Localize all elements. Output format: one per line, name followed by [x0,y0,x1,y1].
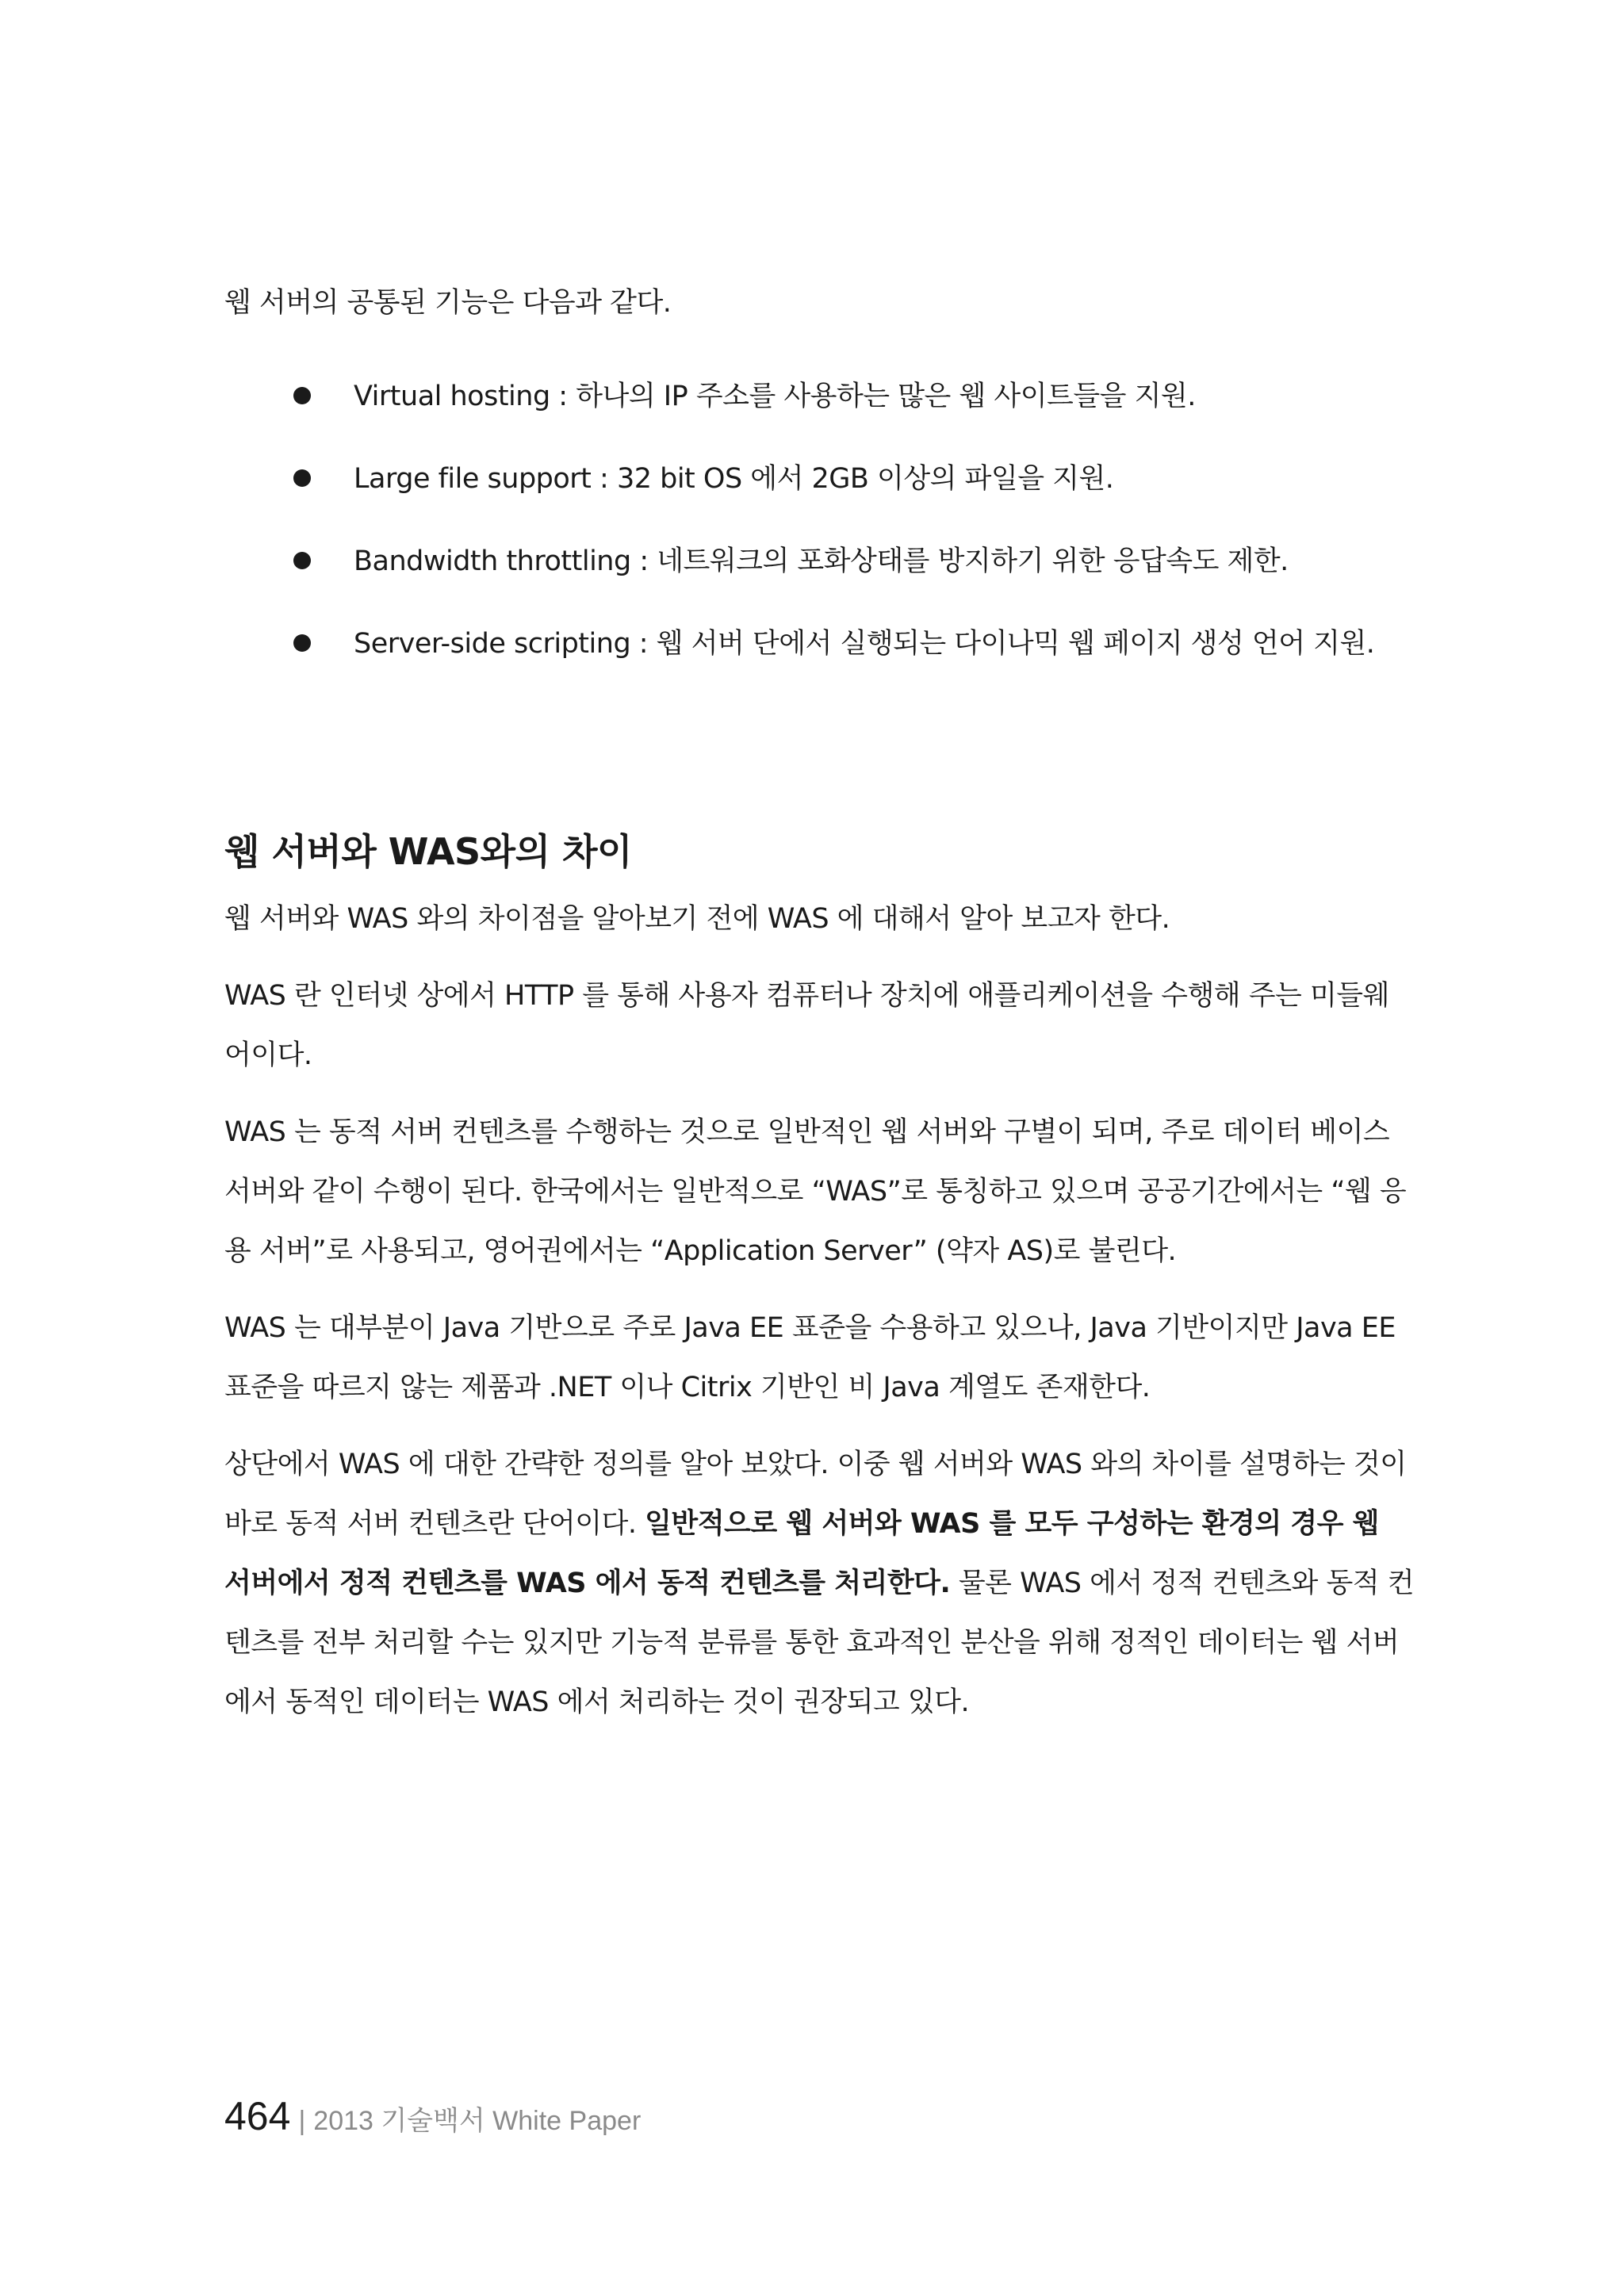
paragraph: WAS 란 인터넷 상에서 HTTP 를 통해 사용자 컴퓨터나 장치에 애플리케이션을 수행해 주는 미들웨어이다. [224,980,1389,1071]
list-item [224,603,1414,685]
page-body [224,274,1414,1750]
list-item [224,355,1414,438]
feature-list [224,355,1414,685]
footer-separator: | [298,2106,306,2136]
feature-text: Large file support : 32 bit OS 에서 2GB 이상의 파일을 지원. [354,463,1114,495]
page-footer [224,2093,641,2139]
paragraph: 웹 서버와 WAS 와의 차이점을 알아보기 전에 WAS 에 대해서 알아 보고자 한다. [224,903,1170,935]
bullet-icon [293,552,311,569]
paragraph-text: 상단에서 WAS 에 대한 간략한 정의를 알아 보았다. 이중 웹 서버와 WAS 와의 차이를 설명하는 것이 바로 동적 서버 컨텐츠란 단어이다. [224,1449,1407,1540]
bullet-icon [293,387,311,404]
bullet-icon [293,634,311,652]
paragraph-text: 물론 WAS 에서 정적 컨텐츠와 동적 컨텐츠를 전부 처리할 수는 있지만 기능적 분류를 통한 효과적인 분산을 위해 정적인 데이터는 웹 서버에서 동적인 데이터는 WAS 에서 처리하는 것이 권장되고 있다. [224,1568,1415,1718]
section-heading: 웹 서버와 WAS와의 차이 [224,830,632,873]
intro-text: 웹 서버의 공통된 기능은 다음과 같다. [224,287,672,319]
bullet-icon [293,469,311,487]
paragraph: WAS 는 대부분이 Java 기반으로 주로 Java EE 표준을 수용하고 있으나, Java 기반이지만 Java EE 표준을 따르지 않는 제품과 .NET 이나 Citrix 기반인 비 Java 계열도 존재한다. [224,1312,1396,1403]
paragraph [224,1435,1414,1732]
footer-title: 2013 기술백서 White Paper [313,2106,642,2136]
page-number: 464 [224,2094,291,2138]
feature-text: Server-side scripting : 웹 서버 단에서 실행되는 다이나믹 웹 페이지 생성 언어 지원. [354,628,1375,660]
list-item [224,520,1414,603]
bold-emphasis: 일반적으로 웹 서버와 WAS 를 모두 구성하는 환경의 경우 웹 서버에서 정적 컨텐츠를 WAS 에서 동적 컨텐츠를 처리한다. [224,1508,1379,1599]
feature-text: Bandwidth throttling : 네트워크의 포화상태를 방지하기 위한 응답속도 제한. [354,545,1289,577]
feature-text: Virtual hosting : 하나의 IP 주소를 사용하는 많은 웹 사이트들을 지원. [354,381,1196,412]
list-item [224,438,1414,520]
paragraph: WAS 는 동적 서버 컨텐츠를 수행하는 것으로 일반적인 웹 서버와 구별이 되며, 주로 데이터 베이스 서버와 같이 수행이 된다. 한국에서는 일반적으로 “WAS”로 통칭하고 있으며 공공기간에서는 “웹 응용 서버”로 사용되고, 영어권에서는 “Application Server” (약자 AS)로 불린다. [224,1116,1407,1267]
